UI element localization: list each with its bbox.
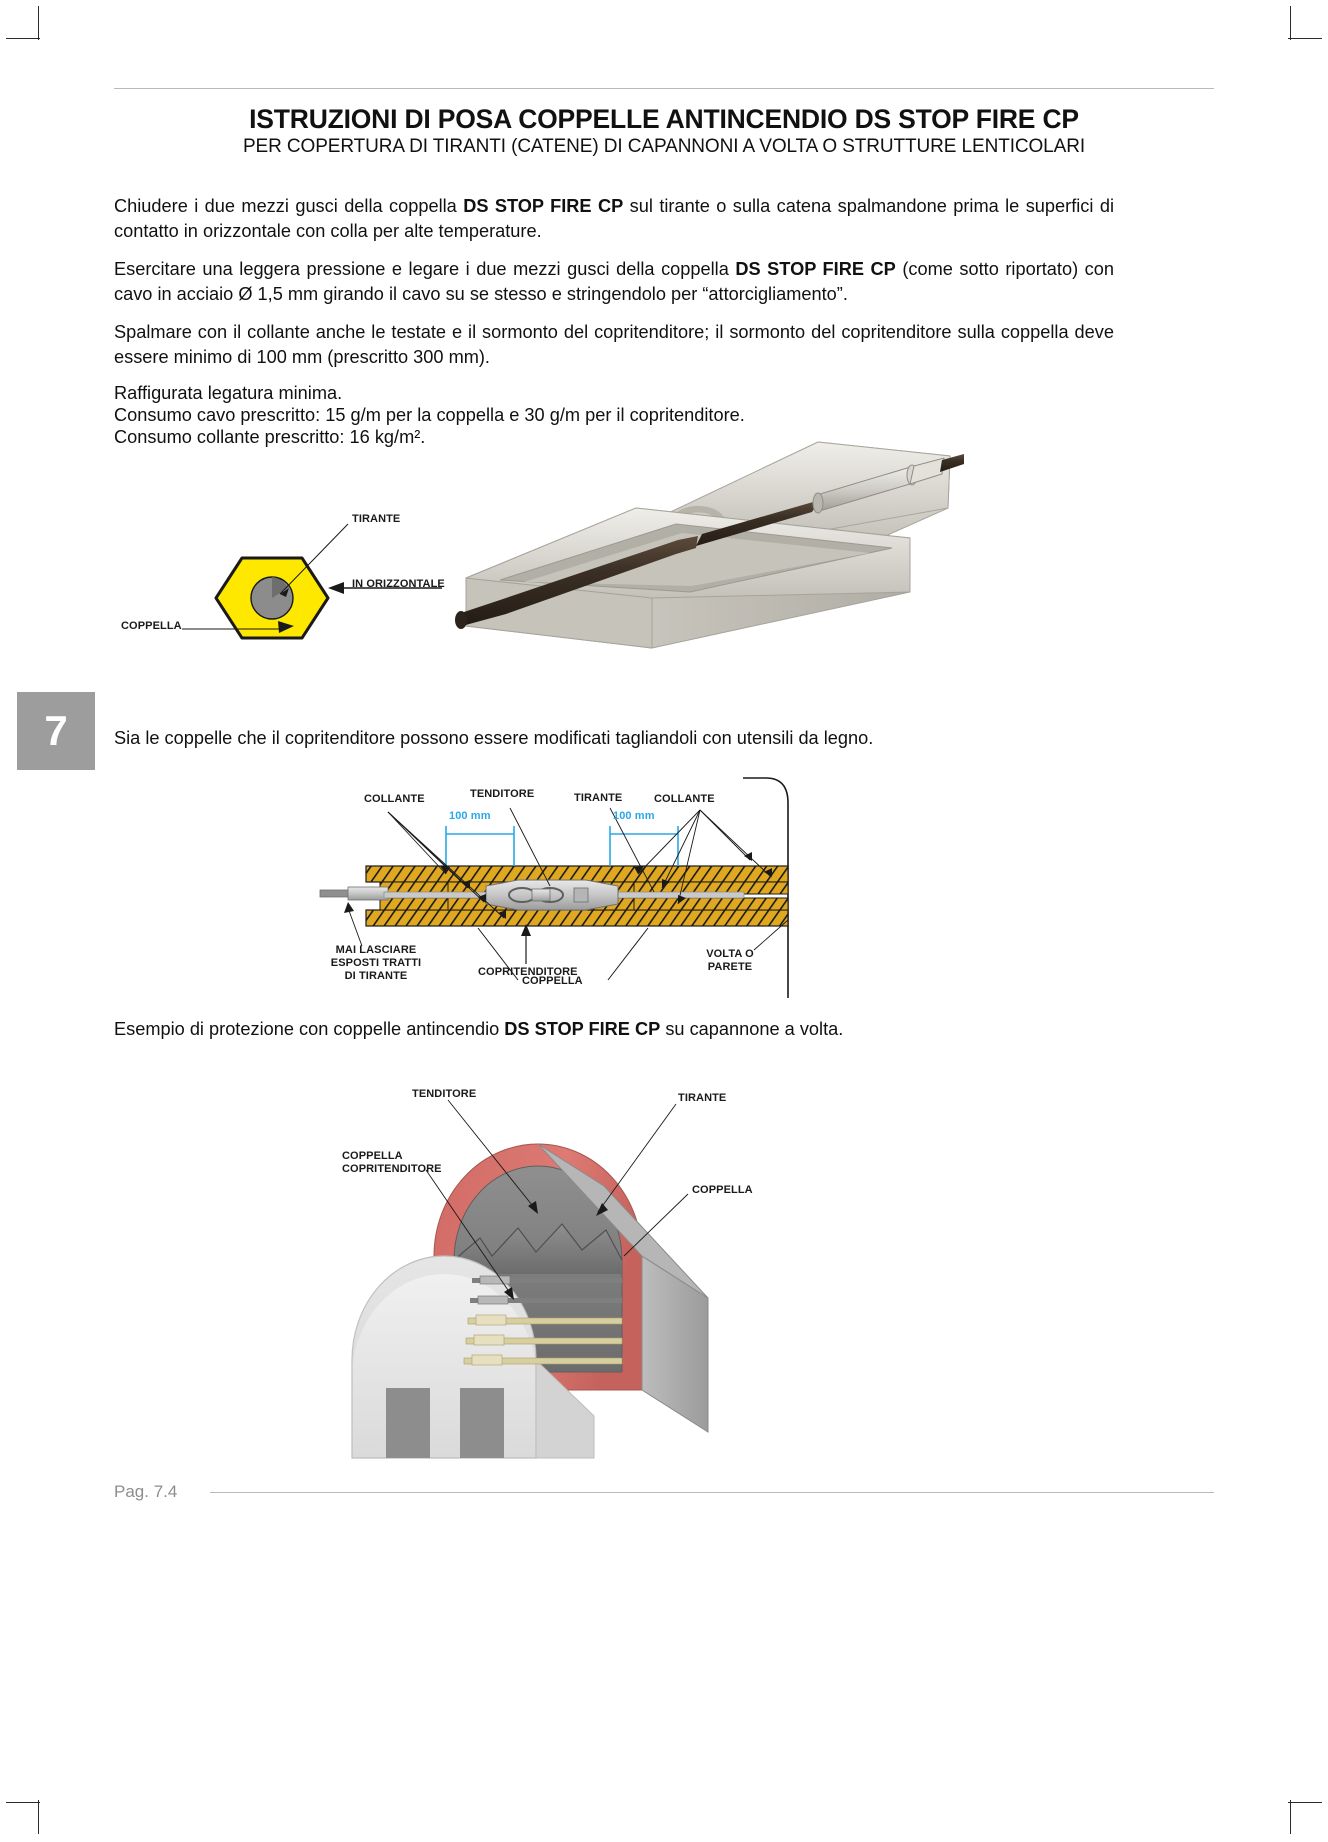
copritenditore-lower	[366, 910, 788, 926]
paragraph-6-part-a: Esempio di protezione con coppelle antincendio	[114, 1019, 505, 1039]
chapter-number: 7	[44, 707, 68, 754]
coppella-right-lower	[634, 898, 788, 910]
page-title: ISTRUZIONI DI POSA COPPELLE ANTINCENDIO DS STOP FIRE CP	[249, 104, 1079, 134]
figure2-label-volta-line2: PARETE	[707, 961, 753, 973]
figure2-label-collante-right: COLLANTE	[654, 793, 715, 805]
chapter-tab	[17, 692, 95, 770]
figure-3d-coppella-render	[440, 400, 1060, 700]
figure2-dimension-left: 100 mm	[449, 810, 491, 822]
page-subtitle: PER COPERTURA DI TIRANTI (CATENE) DI CAPANNONI A VOLTA O STRUTTURE LENTICOLARI	[242, 136, 1086, 157]
figure3-label-tenditore: TENDITORE	[412, 1088, 477, 1100]
figure1-label-coppella: COPPELLA	[121, 620, 182, 632]
coppella-left-lower	[380, 898, 448, 910]
tirante-exposed-stub	[320, 887, 388, 900]
dimension-left-100mm	[446, 826, 514, 866]
figure2-label-mai-lasciare-line1: MAI LASCIARE	[335, 944, 417, 956]
paragraph-2-part-a: Esercitare una leggera pressione e legare i due mezzi gusci della coppella	[114, 259, 736, 279]
paragraph-6	[114, 1017, 1114, 1042]
figure3-label-coppella-copritenditore-line2: COPRITENDITORE	[342, 1163, 442, 1175]
figure2-label-coppella: COPPELLA	[522, 975, 583, 987]
figure1-label-tirante: TIRANTE	[352, 513, 401, 525]
figure3-label-coppella: COPPELLA	[692, 1184, 753, 1196]
figure2-label-tirante: TIRANTE	[574, 792, 623, 804]
paragraph-6-part-c: su capannone a volta.	[660, 1019, 844, 1039]
paragraph-2	[114, 257, 1114, 307]
figure-longitudinal-section	[318, 768, 838, 1008]
door-left	[386, 1388, 430, 1458]
brand-name-1: DS STOP FIRE CP	[463, 196, 624, 216]
figure2-label-mai-lasciare-line2: ESPOSTI TRATTI	[330, 957, 422, 969]
footer-page-number: Pag. 7.4	[114, 1482, 178, 1501]
paragraph-4-line-3: Consumo collante prescritto: 16 kg/m².	[114, 427, 426, 447]
figure2-dimension-right: 100 mm	[613, 810, 655, 822]
figure2-label-mai-lasciare-line3: DI TIRANTE	[344, 970, 408, 982]
paragraph-5: Sia le coppelle che il copritenditore possono essere modificati tagliandoli con utensili da legno.	[114, 728, 874, 748]
brand-name-3: DS STOP FIRE CP	[504, 1019, 661, 1039]
leader-mai-lasciare	[348, 908, 362, 946]
figure2-label-tenditore: TENDITORE	[470, 788, 535, 800]
header-divider	[114, 88, 1214, 89]
dimension-right-100mm	[610, 826, 678, 866]
paragraph-1-part-a: Chiudere i due mezzi gusci della coppella	[114, 196, 464, 216]
figure2-label-volta-line1: VOLTA O	[706, 948, 754, 960]
paragraph-4-line-2: Consumo cavo prescritto: 15 g/m per la coppella e 30 g/m per il copritenditore.	[114, 405, 745, 425]
figure3-label-tirante: TIRANTE	[678, 1092, 727, 1104]
figure3-label-coppella-copritenditore-line1: COPPELLA	[342, 1150, 403, 1162]
figure1-label-in-orizzontale: IN ORIZZONTALE	[352, 578, 445, 590]
figure-capannone-volta	[330, 1060, 753, 1460]
door-right	[460, 1388, 504, 1458]
building-side-wall	[642, 1256, 708, 1432]
paragraph-3: Spalmare con il collante anche le testate e il sormonto del copritenditore; il sormonto del copritenditore sulla coppella deve essere minimo di 100 mm (prescritto 300 mm).	[114, 322, 1114, 367]
leader-tirante-3	[598, 1104, 676, 1212]
figure2-label-copritenditore: COPRITENDITORE	[478, 966, 578, 978]
footer-divider	[210, 1492, 1214, 1493]
paragraph-4-line-1: Raffigurata legatura minima.	[114, 383, 343, 403]
figure2-label-collante-left: COLLANTE	[364, 793, 425, 805]
paragraph-1	[114, 194, 1114, 244]
paragraph-1-part-c: sul tirante o sulla catena spalmandone prima le superfici di contatto in orizzontale con colla per alte temperature.	[114, 196, 1114, 241]
brand-name-2: DS STOP FIRE CP	[735, 259, 896, 279]
paragraph-2-part-c: (come sotto riportato) con cavo in acciaio Ø 1,5 mm girando il cavo su se stesso e stringendolo per “attorcigliamento”.	[114, 259, 1114, 304]
tenditore-turnbuckle	[486, 880, 618, 910]
figure-hexagon-section	[112, 502, 462, 652]
